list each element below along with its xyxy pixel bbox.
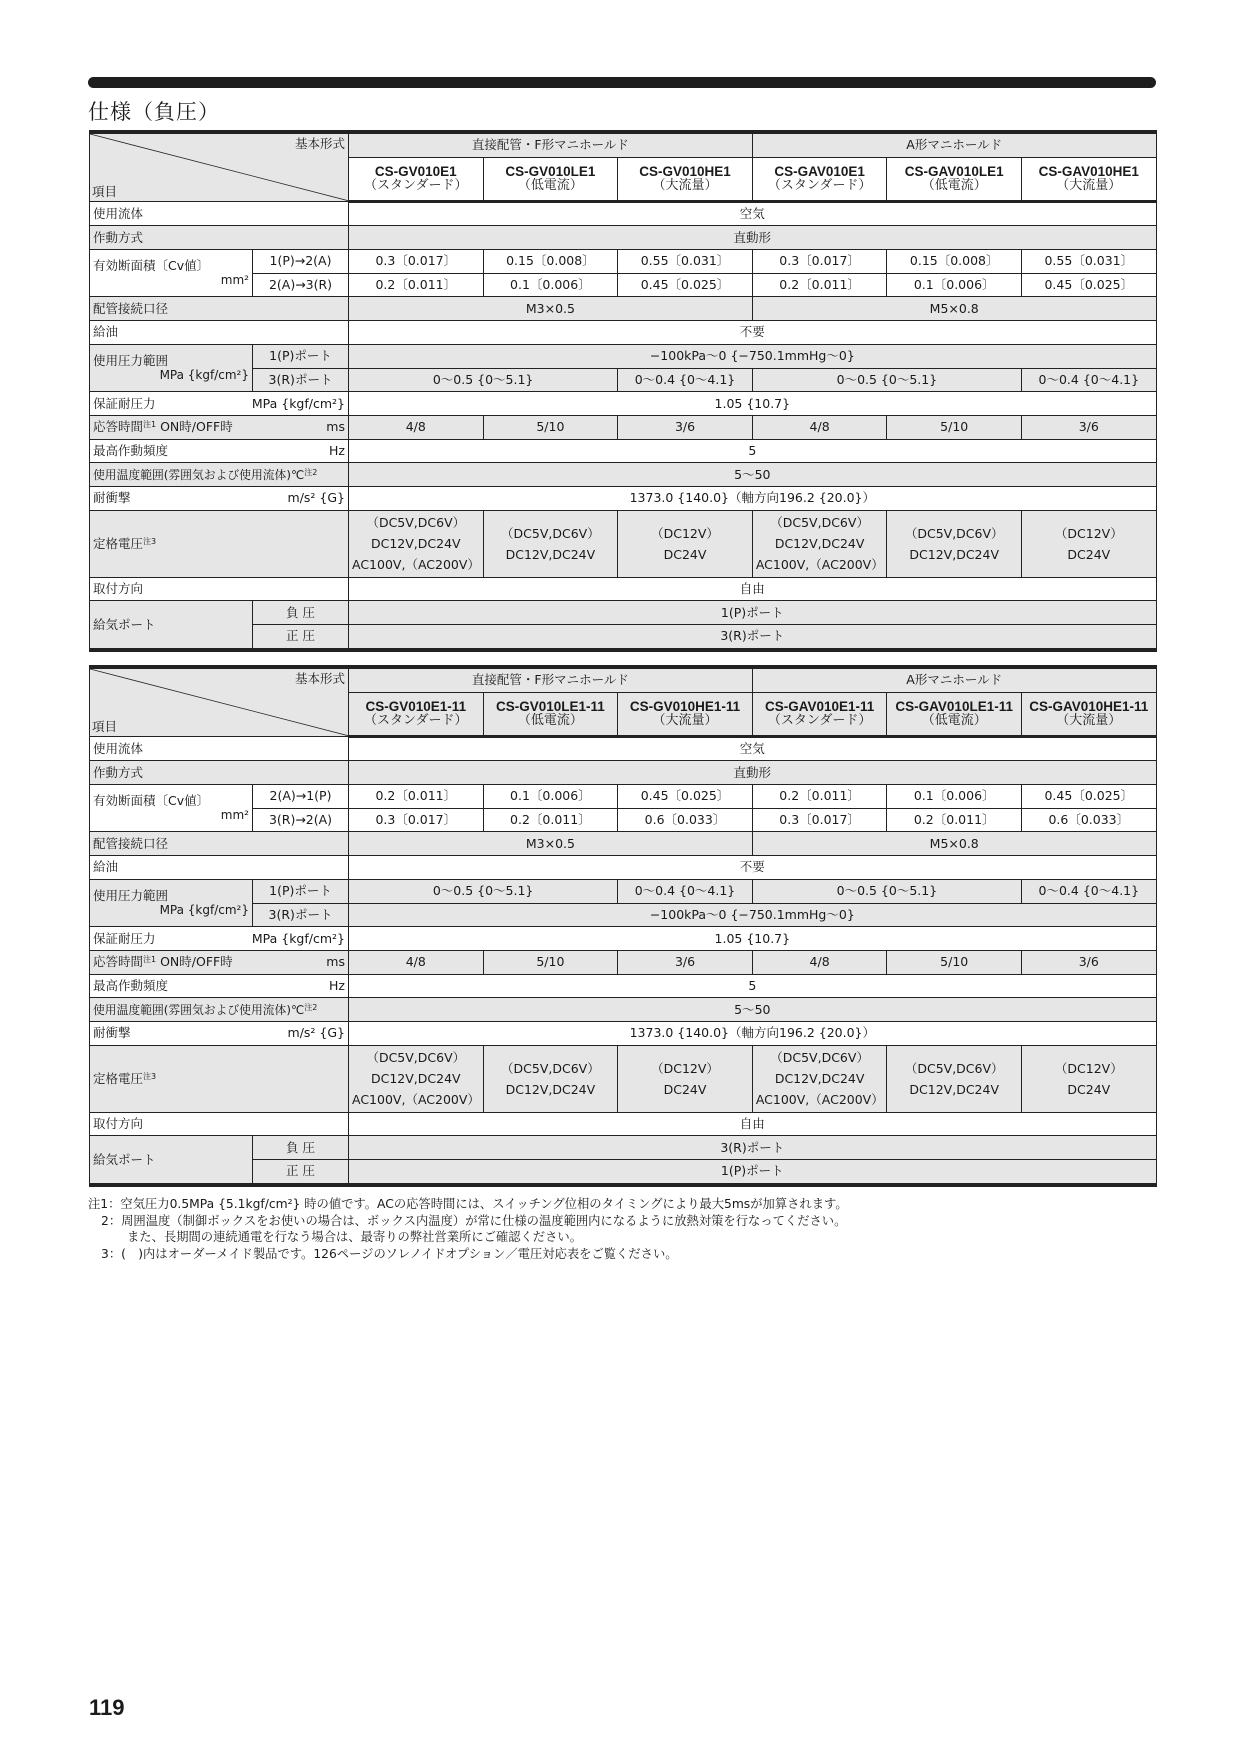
header-row-groups [90,132,1157,157]
row-cv [90,250,1157,274]
label-operation: 作動方式 [90,226,349,250]
supply-neg-value: 3(R)ポート [349,1136,1157,1160]
row-frequency [90,974,1157,998]
proof-unit: MPa {kgf/cm²} [251,930,345,946]
pressure-unit: MPa {kgf/cm²} [159,368,249,382]
cv-value: 0.15〔0.008〕 [483,250,618,274]
supply-pos-value: 1(P)ポート [349,1160,1157,1185]
value-response: 4/8 [752,950,887,974]
model-header [1022,692,1157,736]
row-operation [90,761,1157,785]
row-lubrication [90,856,1157,880]
group-direct-piping: 直接配管・F形マニホールド [349,132,753,157]
label-frequency [90,974,349,998]
pressure-p-value: 0〜0.5 {0〜5.1} [349,879,618,903]
value-voltage [483,1045,618,1112]
footnote-3: 3：( )内はオーダーメイド製品です。126ページのソレノイドオプション／電圧対応表をご覧ください。 [101,1246,678,1261]
footnote-1: 注1：空気圧力0.5MPa {5.1kgf/cm²} 時の値です。ACの応答時間には、スイッチング位相のタイミングにより最大5msが加算されます。 [88,1197,848,1211]
row-proof-pressure [90,927,1157,951]
model-header [887,692,1022,736]
value-proof-pressure: 1.05 {10.7} [349,392,1157,416]
value-voltage [1022,1045,1157,1112]
voltage-line: DC12V,DC24V [371,536,461,552]
model-variant: （スタンダード） [767,712,872,728]
value-response: 5/10 [887,950,1022,974]
model-name: CS-GV010HE1-11 [629,698,741,714]
freq-label: 最高作動頻度 [93,977,169,993]
value-response: 3/6 [618,950,753,974]
row-supply-neg [90,601,1157,625]
label-operation: 作動方式 [90,761,349,785]
model-variant: （低電流） [921,712,987,728]
model-header [618,692,753,736]
voltage-line: DC24V [1067,546,1111,562]
cv-value: 0.3〔0.017〕 [752,808,887,832]
value-voltage [349,1045,484,1112]
voltage-line: （DC5V,DC6V） [770,1050,869,1066]
note-ref: 注1 [143,420,157,430]
voltage-line: DC12V,DC24V [909,1081,999,1097]
model-name: CS-GAV010HE1-11 [1029,698,1149,714]
freq-unit: Hz [329,442,345,458]
cv-value: 0.1〔0.006〕 [483,785,618,809]
model-variant: （大流量） [1056,177,1122,193]
label-port-size: 配管接続口径 [90,832,349,856]
shock-label: 耐衝撃 [93,1025,131,1041]
pressure-r-value: 0〜0.4 {0〜4.1} [618,368,753,392]
value-fluid: 空気 [349,201,1157,226]
row-shock [90,1021,1157,1045]
model-header [349,157,484,201]
cv-value: 0.2〔0.011〕 [752,273,887,297]
voltage-line: （DC5V,DC6V） [366,515,466,531]
cv-value: 0.6〔0.033〕 [618,808,753,832]
group-a-manifold: A形マニホールド [752,132,1156,157]
temp-label: 使用温度範囲(雰囲気および使用流体)℃ [93,1002,305,1017]
cv-value: 0.55〔0.031〕 [618,250,753,274]
value-voltage [349,510,484,577]
value-voltage [752,510,887,577]
voltage-line: AC100V,（AC200V） [755,557,884,573]
pressure-p-port: 1(P)ポート [253,344,349,368]
model-name: CS-GV010HE1 [639,163,731,179]
pressure-p-value: 0〜0.5 {0〜5.1} [752,879,1021,903]
voltage-line: （DC12V） [651,525,719,541]
label-port-size: 配管接続口径 [90,297,349,321]
model-name: CS-GAV010LE1 [904,163,1004,179]
voltage-line: （DC5V,DC6V） [366,1050,466,1066]
freq-unit: Hz [329,977,345,993]
row-operation [90,226,1157,250]
label-cv [90,785,253,832]
voltage-label: 定格電圧 [93,536,144,552]
cv-value: 0.2〔0.011〕 [483,808,618,832]
voltage-line: DC12V,DC24V [909,546,999,562]
supply-pos-label: 正 圧 [253,1160,349,1185]
model-name: CS-GAV010HE1 [1038,163,1139,179]
value-shock: 1373.0 {140.0}（軸方向196.2 {20.0}） [349,486,1157,510]
pressure-p-port: 1(P)ポート [253,879,349,903]
model-header [618,157,753,201]
value-response: 5/10 [887,415,1022,439]
cv-label: 有効断面積〔Cv値〕 [93,258,210,274]
pressure-r-value: 0〜0.5 {0〜5.1} [752,368,1021,392]
row-shock [90,486,1157,510]
row-response [90,950,1157,974]
label-pressure [90,879,253,926]
supply-neg-label: 負 圧 [253,601,349,625]
response-unit: ms [326,419,345,435]
value-operation: 直動形 [349,226,1157,250]
label-response [90,415,349,439]
value-voltage [618,510,753,577]
model-name: CS-GAV010E1-11 [764,698,875,714]
temp-label: 使用温度範囲(雰囲気および使用流体)℃ [93,467,305,482]
label-shock [90,486,349,510]
pressure-unit: MPa {kgf/cm²} [159,903,249,917]
response-label2: ON時/OFF時 [160,954,233,970]
value-fluid: 空気 [349,736,1157,761]
label-temperature [90,463,349,487]
pressure-r-value: 0〜0.4 {0〜4.1} [1022,368,1157,392]
value-proof-pressure: 1.05 {10.7} [349,927,1157,951]
voltage-line: DC12V,DC24V [371,1071,461,1087]
cv-path: 2(A)→1(P) [253,785,349,809]
model-header [752,692,887,736]
voltage-line: DC12V,DC24V [505,1081,596,1097]
value-operation: 直動形 [349,761,1157,785]
row-temperature [90,998,1157,1022]
corner-header [90,667,349,736]
value-voltage [752,1045,887,1112]
note-ref: 注2 [304,467,318,477]
label-mounting: 取付方向 [90,577,349,601]
model-header [483,157,618,201]
voltage-line: DC12V,DC24V [505,546,596,562]
shock-unit: m/s² {G} [287,490,345,506]
label-temperature [90,998,349,1022]
voltage-line: DC24V [663,1081,707,1097]
value-port-size-a: M5×0.8 [752,832,1156,856]
cv-path: 3(R)→2(A) [253,808,349,832]
voltage-line: DC24V [663,546,707,562]
label-supply-port: 給気ポート [90,1136,253,1185]
model-variant: （大流量） [1056,712,1122,728]
note-ref: 注3 [143,1072,157,1082]
value-response: 3/6 [1022,950,1157,974]
cv-value: 0.1〔0.006〕 [887,273,1022,297]
cv-value: 0.2〔0.011〕 [887,808,1022,832]
row-port-size [90,832,1157,856]
row-fluid [90,201,1157,226]
group-a-manifold: A形マニホールド [752,667,1156,692]
response-label: 応答時間 [93,954,144,970]
row-cv [90,785,1157,809]
row-frequency [90,439,1157,463]
pressure-label: 使用圧力範囲 [93,888,169,903]
cv-value: 0.2〔0.011〕 [349,785,484,809]
note-ref: 注1 [143,955,157,965]
row-proof-pressure [90,392,1157,416]
label-voltage [90,1045,349,1112]
value-mounting: 自由 [349,577,1157,601]
voltage-line: （DC5V,DC6V） [904,1060,1004,1076]
value-lubrication: 不要 [349,856,1157,880]
cv-value: 0.6〔0.033〕 [1022,808,1157,832]
shock-label: 耐衝撃 [93,490,131,506]
row-mounting [90,1112,1157,1136]
model-name: CS-GV010LE1 [505,163,596,179]
row-response [90,415,1157,439]
value-voltage [618,1045,753,1112]
model-variant: （スタンダード） [364,177,468,193]
value-response: 3/6 [618,415,753,439]
pressure-r-value: −100kPa〜0 {−750.1mmHg〜0} [349,903,1157,927]
cv-path: 2(A)→3(R) [253,273,349,297]
row-voltage [90,1045,1157,1112]
voltage-line: （DC12V） [1054,1060,1123,1076]
cv-value: 0.45〔0.025〕 [1022,785,1157,809]
voltage-line: （DC5V,DC6V） [904,525,1004,541]
value-response: 5/10 [483,415,618,439]
value-response: 5/10 [483,950,618,974]
model-variant: （低電流） [517,177,583,193]
cv-value: 0.3〔0.017〕 [349,250,484,274]
supply-neg-label: 負 圧 [253,1136,349,1160]
corner-label-item: 項目 [92,718,118,734]
model-name: CS-GV010E1-11 [365,698,467,714]
row-lubrication [90,321,1157,345]
label-cv [90,250,253,297]
model-name: CS-GAV010E1 [774,163,865,179]
cv-unit: mm² [220,273,249,288]
cv-value: 0.55〔0.031〕 [1022,250,1157,274]
voltage-line: （DC5V,DC6V） [501,1060,600,1076]
value-mounting: 自由 [349,1112,1157,1136]
model-header [349,692,484,736]
pressure-r-port: 3(R)ポート [253,368,349,392]
response-label: 応答時間 [93,419,144,435]
voltage-line: （DC12V） [651,1060,719,1076]
page-title: 仕様（負圧） [88,100,220,124]
model-name: CS-GV010E1 [374,163,457,179]
freq-label: 最高作動頻度 [93,442,169,458]
value-lubrication: 不要 [349,321,1157,345]
pressure-r-value: 0〜0.5 {0〜5.1} [349,368,618,392]
proof-label: 保証耐圧力 [93,395,156,411]
group-direct-piping: 直接配管・F形マニホールド [349,667,753,692]
pressure-r-port: 3(R)ポート [253,903,349,927]
row-temperature [90,463,1157,487]
model-variant: （スタンダード） [364,712,468,728]
supply-neg-value: 1(P)ポート [349,601,1157,625]
voltage-line: AC100V,（AC200V） [352,557,480,573]
value-temperature: 5〜50 [349,998,1157,1022]
cv-value: 0.45〔0.025〕 [1022,273,1157,297]
spec-table-2 [89,665,1157,1187]
label-proof-pressure [90,392,349,416]
cv-path: 1(P)→2(A) [253,250,349,274]
page-number: 119 [89,1695,125,1720]
model-header [887,157,1022,201]
value-response: 4/8 [752,415,887,439]
note-ref: 注3 [143,537,157,547]
label-voltage [90,510,349,577]
model-name: CS-GAV010LE1-11 [895,698,1013,714]
pressure-p-value: 0〜0.4 {0〜4.1} [1022,879,1157,903]
cv-value: 0.45〔0.025〕 [618,273,753,297]
cv-value: 0.15〔0.008〕 [887,250,1022,274]
voltage-label: 定格電圧 [93,1071,144,1087]
label-lubrication: 給油 [90,321,349,345]
proof-label: 保証耐圧力 [93,930,156,946]
voltage-line: （DC12V） [1054,525,1123,541]
value-voltage [887,1045,1022,1112]
label-frequency [90,439,349,463]
model-variant: （大流量） [652,712,718,728]
row-pressure-p [90,344,1157,368]
model-name: CS-GV010LE1-11 [495,698,605,714]
cv-unit: mm² [220,808,249,823]
footnote-2: 2：周囲温度（制御ボックスをお使いの場合は、ボックス内温度）が常に仕様の温度範囲内になるように放熱対策を行なってください。 [101,1213,847,1228]
pressure-p-value: −100kPa〜0 {−750.1mmHg〜0} [349,344,1157,368]
label-mounting: 取付方向 [90,1112,349,1136]
model-variant: （大流量） [652,177,718,193]
voltage-line: DC12V,DC24V [774,536,865,552]
corner-label-item: 項目 [92,183,118,199]
voltage-line: AC100V,（AC200V） [755,1092,884,1108]
supply-pos-label: 正 圧 [253,625,349,650]
label-response [90,950,349,974]
cv-label: 有効断面積〔Cv値〕 [93,793,210,809]
value-response: 4/8 [349,415,484,439]
label-supply-port: 給気ポート [90,601,253,650]
voltage-line: （DC5V,DC6V） [770,515,869,531]
cv-value: 0.3〔0.017〕 [752,250,887,274]
voltage-line: （DC5V,DC6V） [501,525,600,541]
label-proof-pressure [90,927,349,951]
response-label2: ON時/OFF時 [160,419,233,435]
header-row-groups [90,667,1157,692]
voltage-line: DC12V,DC24V [774,1071,865,1087]
cv-value: 0.3〔0.017〕 [349,808,484,832]
row-port-size [90,297,1157,321]
value-response: 3/6 [1022,415,1157,439]
footnotes [88,1196,848,1262]
model-variant: （低電流） [921,177,987,193]
section-bar [88,77,1156,88]
label-lubrication: 給油 [90,856,349,880]
response-unit: ms [326,954,345,970]
model-header [1022,157,1157,201]
row-supply-neg [90,1136,1157,1160]
row-mounting [90,577,1157,601]
row-fluid [90,736,1157,761]
voltage-line: DC24V [1067,1081,1111,1097]
value-port-size-direct: M3×0.5 [349,297,753,321]
corner-header [90,132,349,201]
corner-label-basic-model: 基本形式 [294,671,345,686]
model-header [752,157,887,201]
corner-label-basic-model: 基本形式 [294,136,345,151]
value-port-size-a: M5×0.8 [752,297,1156,321]
value-response: 4/8 [349,950,484,974]
shock-unit: m/s² {G} [287,1025,345,1041]
pressure-label: 使用圧力範囲 [93,353,169,368]
cv-value: 0.1〔0.006〕 [483,273,618,297]
footnote-2-cont: また、長期間の連続通電を行なう場合は、最寄りの弊社営業所にご確認ください。 [127,1230,582,1244]
value-frequency: 5 [349,974,1157,998]
value-voltage [887,510,1022,577]
model-variant: （スタンダード） [767,177,872,193]
label-pressure [90,344,253,391]
cv-value: 0.45〔0.025〕 [618,785,753,809]
cv-value: 0.2〔0.011〕 [752,785,887,809]
label-shock [90,1021,349,1045]
voltage-line: AC100V,（AC200V） [352,1092,480,1108]
value-port-size-direct: M3×0.5 [349,832,753,856]
model-header [483,692,618,736]
spec-table-1 [89,130,1157,652]
value-shock: 1373.0 {140.0}（軸方向196.2 {20.0}） [349,1021,1157,1045]
row-voltage [90,510,1157,577]
value-frequency: 5 [349,439,1157,463]
model-variant: （低電流） [517,712,583,728]
proof-unit: MPa {kgf/cm²} [251,395,345,411]
cv-value: 0.2〔0.011〕 [349,273,484,297]
pressure-p-value: 0〜0.4 {0〜4.1} [618,879,753,903]
value-voltage [1022,510,1157,577]
row-pressure-p [90,879,1157,903]
supply-pos-value: 3(R)ポート [349,625,1157,650]
note-ref: 注2 [304,1002,318,1012]
cv-value: 0.1〔0.006〕 [887,785,1022,809]
label-fluid: 使用流体 [90,736,349,761]
value-temperature: 5〜50 [349,463,1157,487]
value-voltage [483,510,618,577]
label-fluid: 使用流体 [90,201,349,226]
